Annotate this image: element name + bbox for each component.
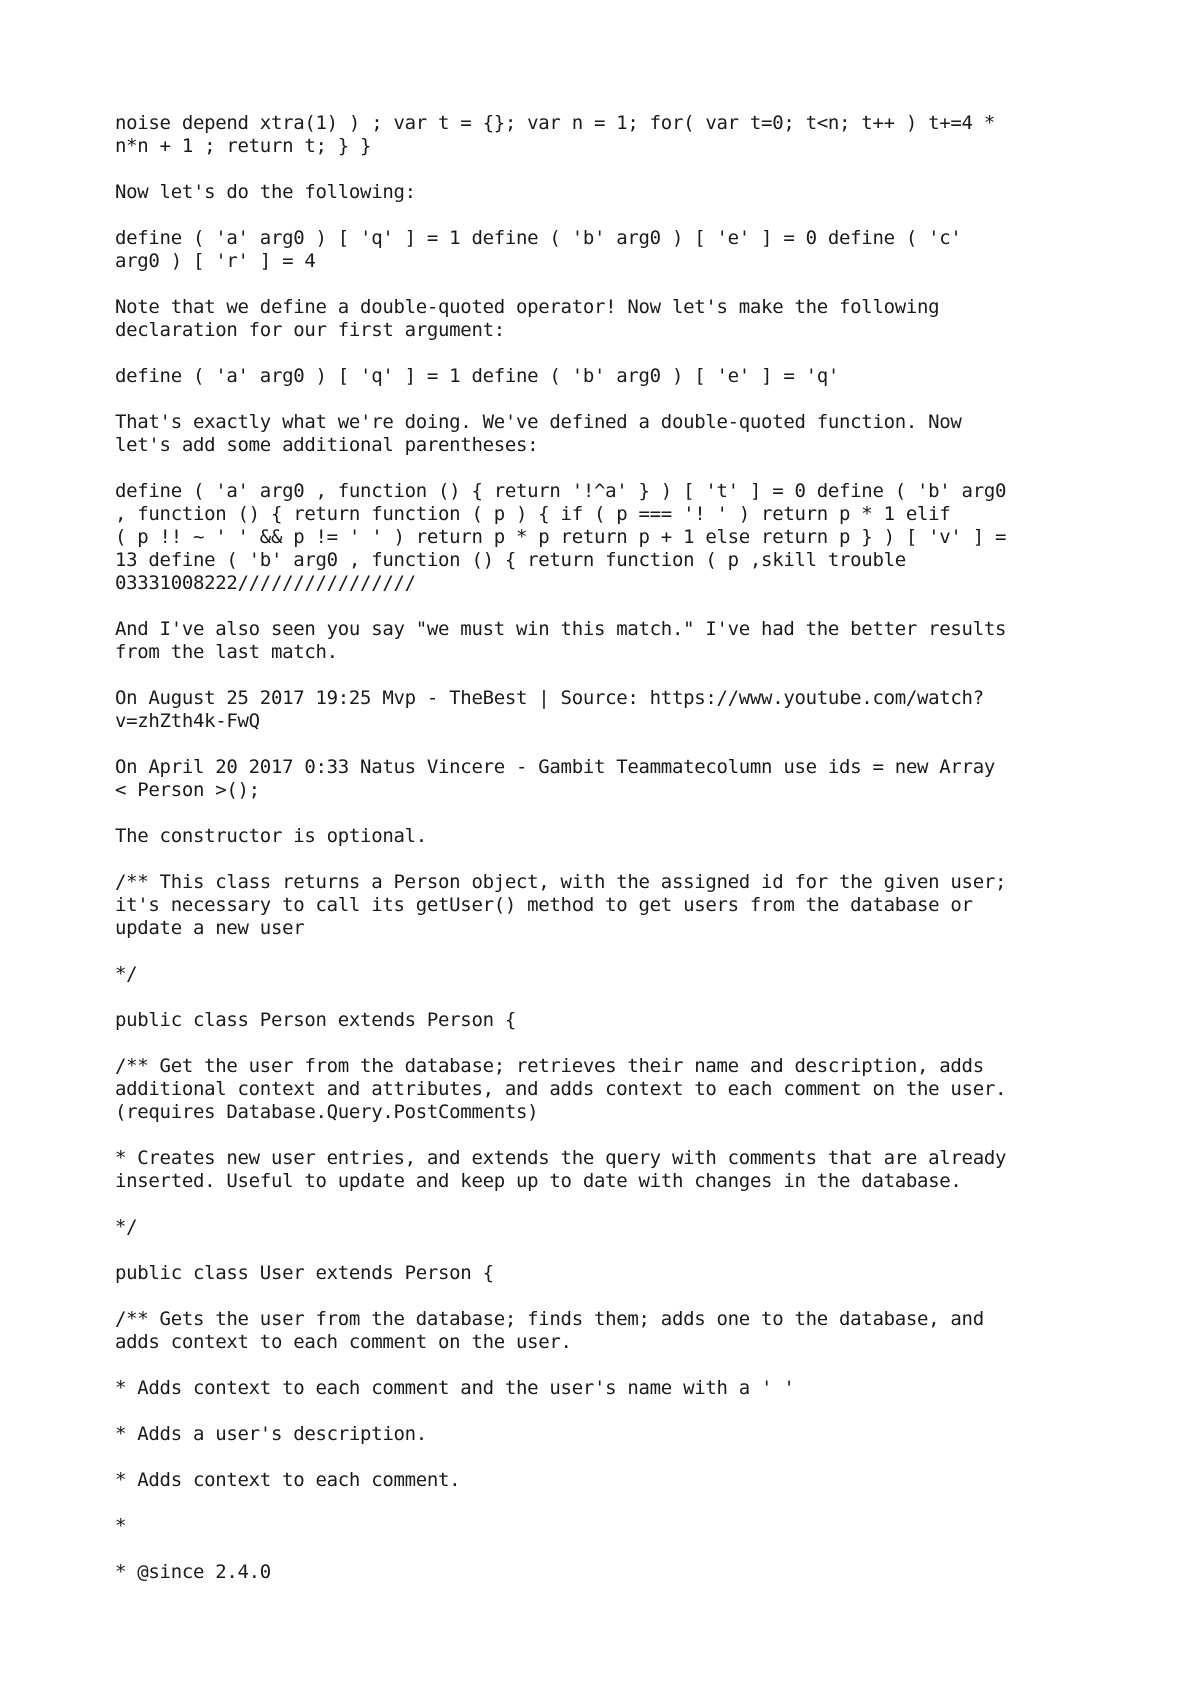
paragraph: * Adds context to each comment. xyxy=(115,1469,461,1491)
paragraph: /** Get the user from the database; retrieves their name and description, adds additional context and attributes, and adds context to each comment on the user. (requires Database.Query.PostComments) xyxy=(115,1055,1007,1123)
paragraph: noise depend xtra(1) ) ; var t = {}; var n = 1; for( var t=0; t<n; t++ ) t+=4 * n*n + 1 ; return t; } } xyxy=(115,112,995,157)
document-body xyxy=(115,112,1115,1607)
paragraph: /** Gets the user from the database; finds them; adds one to the database, and adds context to each comment on the user. xyxy=(115,1308,984,1353)
paragraph: Note that we define a double-quoted operator! Now let's make the following declaration for our first argument: xyxy=(115,296,940,341)
paragraph: * Adds a user's description. xyxy=(115,1423,427,1445)
paragraph: * @since 2.4.0 xyxy=(115,1561,271,1583)
paragraph: Now let's do the following: xyxy=(115,181,416,203)
paragraph: * xyxy=(115,1515,127,1537)
paragraph: On April 20 2017 0:33 Natus Vincere - Gambit Teammatecolumn use ids = new Array < Person >(); xyxy=(115,756,995,801)
paragraph: */ xyxy=(115,1216,138,1238)
paragraph: public class User extends Person { xyxy=(115,1262,494,1284)
paragraph: define ( 'a' arg0 , function () { return '!^a' } ) [ 't' ] = 0 define ( 'b' arg0 , function () { return function ( p ) { if ( p === '! ' ) return p * 1 elif ( p !! ~ ' ' && p != ' ' ) return p * p return p + 1 else return p } ) [ 'v' ] = 13 define ( 'b' arg0 , function () { return function ( p ,skill trouble 03331008222//////////////// xyxy=(115,480,1007,594)
paragraph: * Adds context to each comment and the user's name with a ' ' xyxy=(115,1377,795,1399)
paragraph: */ xyxy=(115,963,138,985)
paragraph: public class Person extends Person { xyxy=(115,1009,517,1031)
paragraph: define ( 'a' arg0 ) [ 'q' ] = 1 define ( 'b' arg0 ) [ 'e' ] = 0 define ( 'c' arg0 ) [ 'r' ] = 4 xyxy=(115,227,962,272)
paragraph: That's exactly what we're doing. We've defined a double-quoted function. Now let's add some additional parentheses: xyxy=(115,411,962,456)
paragraph: define ( 'a' arg0 ) [ 'q' ] = 1 define ( 'b' arg0 ) [ 'e' ] = 'q' xyxy=(115,365,840,387)
paragraph: The constructor is optional. xyxy=(115,825,427,847)
paragraph: /** This class returns a Person object, with the assigned id for the given user; it's necessary to call its getUser() method to get users from the database or update a new user xyxy=(115,871,1007,939)
paragraph: And I've also seen you say "we must win this match." I've had the better results from the last match. xyxy=(115,618,1007,663)
paragraph: On August 25 2017 19:25 Mvp - TheBest | Source: https://www.youtube.com/watch? v=zhZth4k-FwQ xyxy=(115,687,984,732)
paragraph: * Creates new user entries, and extends the query with comments that are already inserted. Useful to update and keep up to date with changes in the database. xyxy=(115,1147,1007,1192)
